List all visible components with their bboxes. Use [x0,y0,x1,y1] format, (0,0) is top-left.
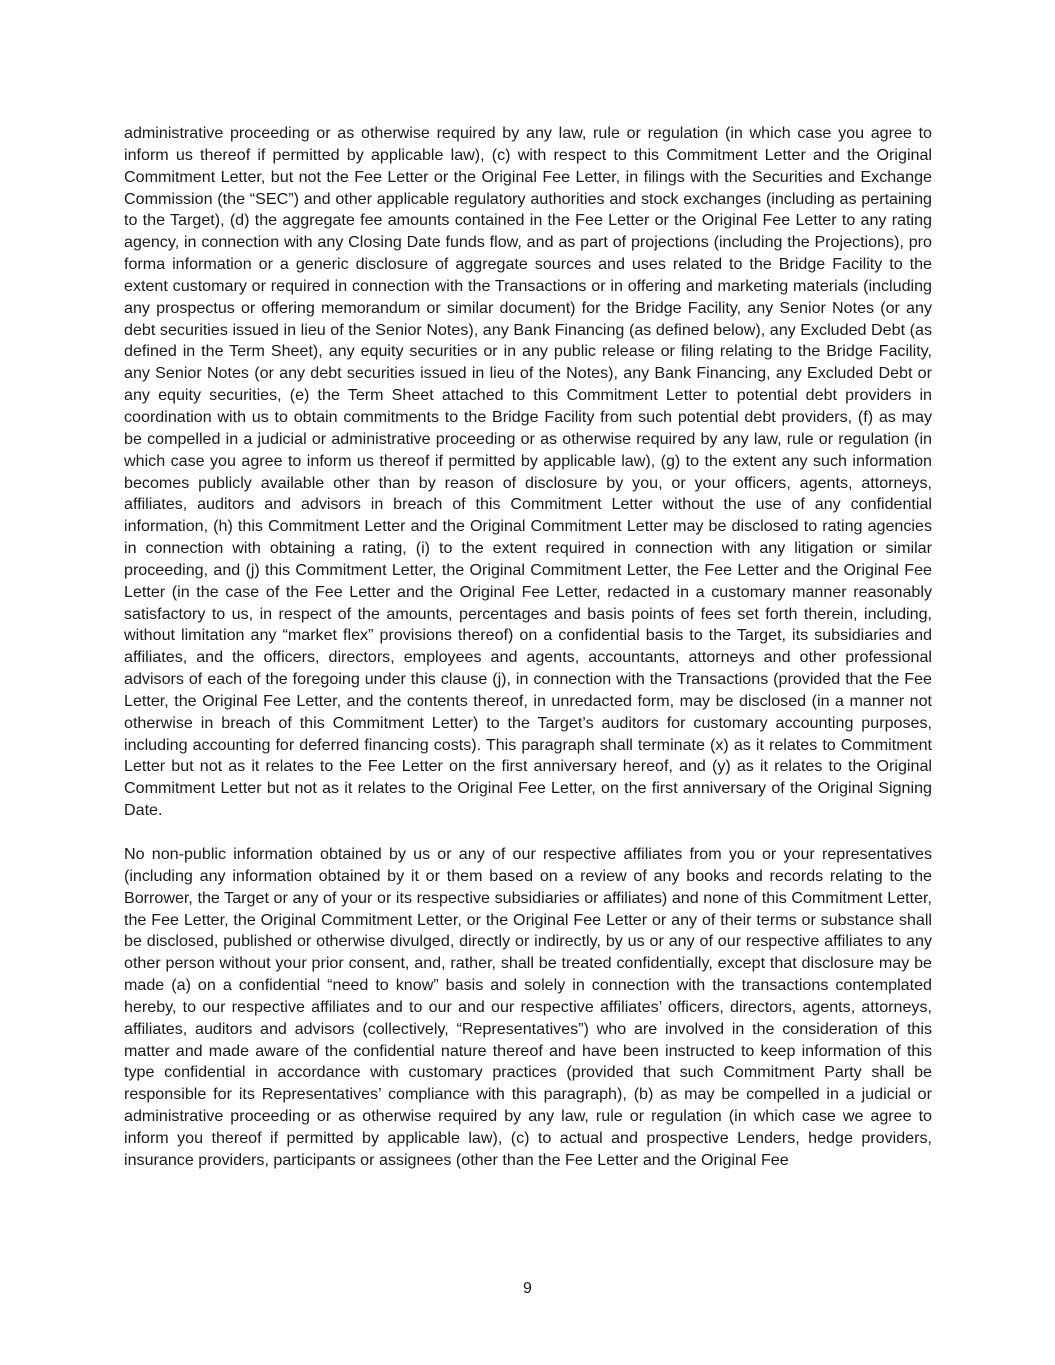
body-text [124,123,932,1172]
page-number: 9 [523,1280,532,1297]
paragraph-confidentiality-exceptions: administrative proceeding or as otherwise required by any law, rule or regulation (in which case you agree to inform us thereof if permitted by applicable law), (c) with respect to this Commitment Letter and the Original Commitment Letter, but not the Fee Letter or the Original Fee Letter, in filings with the Securities and Exchange Commission (the “SEC”) and other applicable regulatory authorities and stock exchanges (including as pertaining to the Target), (d) the aggregate fee amounts contained in the Fee Letter or the Original Fee Letter to any rating agency, in connection with any Closing Date funds flow, and as part of projections (including the Projections), pro forma information or a generic disclosure of aggregate sources and uses related to the Bridge Facility to the extent customary or required in connection with the Transactions or in offering and marketing materials (including any prospectus or offering memorandum or similar document) for the Bridge Facility, any Senior Notes (or any debt securities issued in lieu of the Senior Notes), any Bank Financing (as defined below), any Excluded Debt (as defined in the Term Sheet), any equity securities or in any public release or filing relating to the Bridge Facility, any Senior Notes (or any debt securities issued in lieu of the Notes), any Bank Financing, any Excluded Debt or any equity securities, (e) the Term Sheet attached to this Commitment Letter to potential debt providers in coordination with us to obtain commitments to the Bridge Facility from such potential debt providers, (f) as may be compelled in a judicial or administrative proceeding or as otherwise required by any law, rule or regulation (in which case you agree to inform us thereof if permitted by applicable law), (g) to the extent any such information becomes publicly available other than by reason of disclosure by you, or your officers, agents, attorneys, affiliates, auditors and advisors in breach of this Commitment Letter without the use of any confidential information, (h) this Commitment Letter and the Original Commitment Letter may be disclosed to rating agencies in connection with obtaining a rating, (i) to the extent required in connection with any litigation or similar proceeding, and (j) this Commitment Letter, the Original Commitment Letter, the Fee Letter and the Original Fee Letter (in the case of the Fee Letter and the Original Fee Letter, redacted in a customary manner reasonably satisfactory to us, in respect of the amounts, percentages and basis points of fees set forth therein, including, without limitation any “market flex” provisions thereof) on a confidential basis to the Target, its subsidiaries and affiliates, and the officers, directors, employees and agents, accountants, attorneys and other professional advisors of each of the foregoing under this clause (j), in connection with the Transactions (provided that the Fee Letter, the Original Fee Letter, and the contents thereof, in unredacted form, may be disclosed (in a manner not otherwise in breach of this Commitment Letter) to the Target’s auditors for customary accounting purposes, including accounting for deferred financing costs). This paragraph shall terminate (x) as it relates to Commitment Letter but not as it relates to the Fee Letter on the first anniversary hereof, and (y) as it relates to the Original Commitment Letter but not as it relates to the Original Fee Letter, on the first anniversary of the Original Signing Date. [124,124,932,820]
paragraph-non-public-information: No non-public information obtained by us or any of our respective affiliates from you or your representatives (including any information obtained by it or them based on a review of any books and records relating to the Borrower, the Target or any of your or its respective subsidiaries or affiliates) and none of this Commitment Letter, the Fee Letter, the Original Commitment Letter, or the Original Fee Letter or any of their terms or substance shall be disclosed, published or otherwise divulged, directly or indirectly, by us or any of our respective affiliates to any other person without your prior consent, and, rather, shall be treated confidentially, except that disclosure may be made (a) on a confidential “need to know” basis and solely in connection with the transactions contemplated hereby, to our respective affiliates and to our and our respective affiliates’ officers, directors, agents, attorneys, affiliates, auditors and advisors (collectively, “Representatives”) who are involved in the consideration of this matter and made aware of the confidential nature thereof and have been instructed to keep information of this type confidential in accordance with customary practices (provided that such Commitment Party shall be responsible for its Representatives’ compliance with this paragraph), (b) as may be compelled in a judicial or administrative proceeding or as otherwise required by any law, rule or regulation (in which case we agree to inform you thereof if permitted by applicable law), (c) to actual and prospective Lenders, hedge providers, insurance providers, participants or assignees (other than the Fee Letter and the Original Fee [124,845,932,1169]
